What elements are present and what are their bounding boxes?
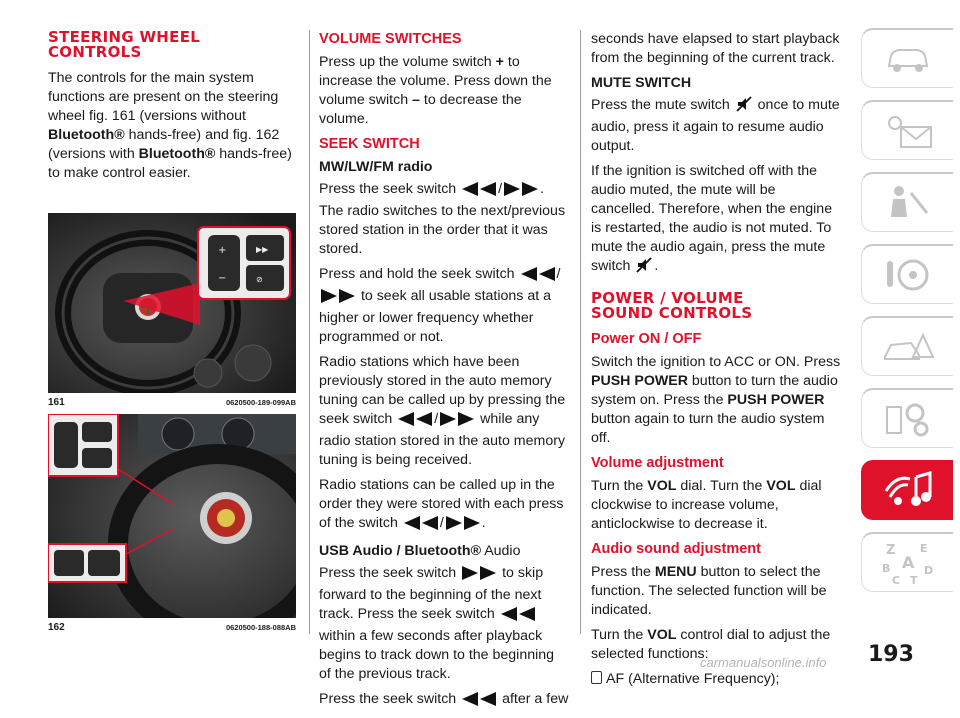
column-1: [48, 30, 298, 189]
mute-paragraph-2: If the ignition is switched off with the audio muted, the mute will be cancelled. Therefore, when the engine is restarted, the audio is not muted. To mute the audio again, press the mute switch .: [591, 162, 843, 279]
volume-paragraph: Press up the volume switch + to increase the volume. Press down the volume switch – to decrease the volume.: [319, 54, 552, 127]
tab-driving[interactable]: [861, 244, 953, 304]
column-divider: [309, 30, 310, 634]
figure-162-steering-wheel: [48, 414, 296, 618]
seek-up-icon: [504, 182, 538, 202]
svg-text:+: +: [218, 245, 227, 256]
svg-text:−: −: [218, 273, 227, 284]
index-letter: A: [901, 552, 914, 572]
seek-continuation: seconds have elapsed to start playback from the beginning of the current track.: [591, 31, 840, 66]
tab-vehicle[interactable]: [861, 28, 953, 88]
section-heading-power-volume: POWER / VOLUME SOUND CONTROLS: [591, 289, 753, 322]
tab-emergency[interactable]: [861, 316, 953, 376]
figure-161-steering-wheel: [48, 213, 296, 393]
intro-paragraph: The controls for the main system functions are present on the steering wheel fig. 161 (versions without Bluetooth® hands-free) and fig. 162 (versions with Bluetooth® hands-free) to make control easier.: [48, 70, 292, 181]
page-number: 193: [868, 642, 914, 667]
seek-paragraph-1: Press the seek switch / . The radio switches to the next/previous stored station in the order that it was stored.: [319, 181, 566, 257]
svg-text:▶▶: ▶▶: [256, 245, 269, 254]
volume-adjustment-paragraph: Turn the VOL dial. Turn the VOL dial clockwise to increase volume, anticlockwise to decrease it.: [591, 478, 822, 532]
figure-code: 0620500-189-099AB: [225, 398, 296, 407]
usb-audio-heading: USB Audio / Bluetooth® Audio: [319, 543, 521, 559]
steering-wheel-icon: [883, 255, 933, 295]
seek-up-icon: [440, 412, 474, 432]
tab-index[interactable]: [861, 532, 953, 592]
seek-down-icon: [404, 516, 438, 536]
seek-down-icon: [521, 267, 555, 287]
tab-maintenance[interactable]: [861, 388, 953, 448]
seek-switch-heading: SEEK SWITCH: [319, 136, 420, 152]
seek-down-icon: [462, 182, 496, 202]
audio-adjustment-paragraph-1: Press the MENU button to select the function. The selected function will be indicated.: [591, 564, 827, 618]
svg-text:⊘: ⊘: [256, 275, 263, 284]
volume-switches-heading: VOLUME SWITCHES: [319, 31, 462, 47]
mute-icon: [636, 257, 652, 279]
tab-warning-lights[interactable]: [861, 100, 953, 160]
seek-up-icon: [321, 289, 355, 309]
index-letter: B: [881, 561, 890, 575]
power-on-off-heading: Power ON / OFF: [591, 331, 702, 347]
index-letter: T: [909, 573, 918, 586]
car-icon: [883, 42, 933, 76]
mute-paragraph-1: Press the mute switch once to mute audio, press it again to resume audio output.: [591, 97, 840, 154]
usb-paragraph-2: Press the seek switch after a few: [319, 690, 569, 712]
column-3: [591, 30, 843, 695]
usb-paragraph-1: Press the seek switch to skip forward to the beginning of the next track. Press the seek switch within a few seconds after playback begins to track down to the beginning of the previous track.: [319, 565, 555, 682]
seek-down-icon: [398, 412, 432, 432]
seek-paragraph-2: Press and hold the seek switch / to seek all usable stations at a higher or lower frequency whether programmed or not.: [319, 266, 561, 345]
index-letter: D: [923, 563, 933, 577]
index-letter: E: [919, 541, 928, 555]
audio-sound-adjustment-heading: Audio sound adjustment: [591, 541, 761, 557]
figure-number: 162: [48, 622, 65, 633]
maintenance-icon: [883, 399, 933, 439]
tab-multimedia[interactable]: [861, 460, 953, 520]
section-heading-steering: STEERING WHEEL CONTROLS: [48, 28, 201, 61]
figure-number: 161: [48, 397, 65, 408]
chapter-tabs: [855, 28, 955, 604]
seek-paragraph-4: Radio stations can be called up in the order they were stored with each press of the switch / .: [319, 476, 569, 536]
mw-lw-fm-heading: MW/LW/FM radio: [319, 159, 433, 175]
seek-up-icon: [446, 516, 480, 536]
bullet-item-af: AF (Alternative Frequency);: [591, 670, 843, 689]
column-divider: [580, 30, 581, 634]
mute-switch-heading: MUTE SWITCH: [591, 75, 692, 91]
seek-down-icon: [462, 692, 496, 712]
seek-paragraph-3: Radio stations which have been previously stored in the auto memory tuning can be called up by pressing the seek switch / while any radio station stored in the auto memory tuning is being received.: [319, 354, 566, 468]
seek-down-icon: [501, 607, 535, 627]
audio-adjustment-paragraph-2: Turn the VOL control dial to adjust the selected functions:: [591, 627, 831, 662]
mute-icon: [736, 96, 752, 118]
safety-icon: [883, 183, 933, 223]
tab-safety[interactable]: [861, 172, 953, 232]
seek-up-icon: [462, 566, 496, 586]
warning-lights-icon: [881, 111, 935, 151]
volume-adjustment-heading: Volume adjustment: [591, 455, 724, 471]
watermark: carmanualsonline.info: [700, 655, 827, 670]
index-icon: [880, 540, 936, 586]
power-paragraph: Switch the ignition to ACC or ON. Press PUSH POWER button to turn the audio system on. Press the PUSH POWER button again to turn the audio system off.: [591, 354, 841, 446]
emergency-icon: [881, 327, 935, 367]
index-letter: C: [891, 573, 900, 586]
column-2: [319, 30, 569, 718]
figure-code: 0620500-188-088AB: [225, 623, 296, 632]
multimedia-icon: [880, 469, 936, 513]
index-letter: Z: [885, 542, 895, 558]
